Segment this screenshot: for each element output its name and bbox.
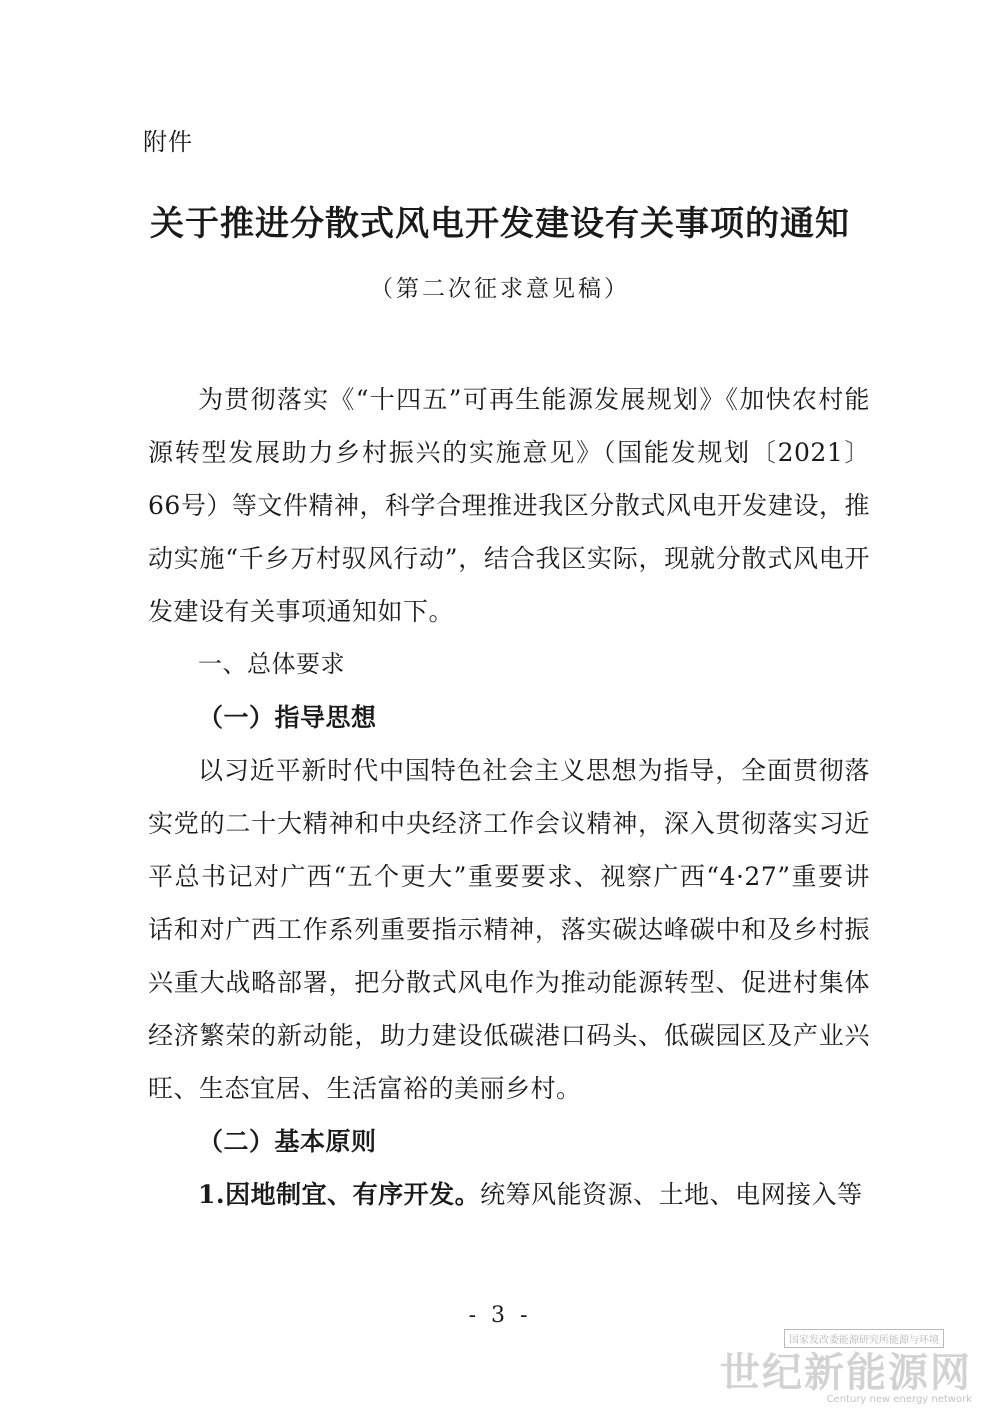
watermark-logo (720, 1328, 972, 1405)
principle-paragraph (148, 1168, 870, 1221)
watermark-brand: 世纪新能源网 (720, 1349, 972, 1396)
subsection-heading: （一）指导思想 (198, 703, 377, 732)
document-subtitle: （第二次征求意见稿） (370, 276, 630, 302)
watermark-brand-english: Century new energy network (826, 1394, 972, 1405)
guiding-ideology-paragraph: 以习近平新时代中国特色社会主义思想为指导，全面贯彻落实党的二十大精神和中央经济工作会议精神，深入贯彻落实习近平总书记对广西“五个更大”重要要求、视察广西“4·27”重要讲话和对广西工作系列重要指示精神，落实碳达峰碳中和及乡村振兴重大战略部署，把分散式风电作为推动能源转型、促进村集体经济繁荣的新动能，助力建设低碳港口码头、低碳园区及产业兴旺、生态宜居、生活富裕的美丽乡村。 (148, 756, 870, 1103)
principle-text: 统筹风能资源、土地、电网接入等 (480, 1180, 863, 1209)
intro-paragraph: 为贯彻落实《“十四五”可再生能源发展规划》《加快农村能源转型发展助力乡村振兴的实施意见》（国能发规划〔2021〕66号）等文件精神，科学合理推进我区分散式风电开发建设，推动实施“千乡万村驭风行动”，结合我区实际，现就分散式风电开发建设有关事项通知如下。 (148, 385, 870, 626)
principle-label: 1.因地制宜、有序开发。 (198, 1180, 481, 1209)
watermark-caption: 国家发改委能源研究所能源与环境 (784, 1329, 944, 1348)
subsection-heading: （二）基本原则 (198, 1127, 377, 1156)
attachment-label: 附件 (143, 128, 193, 156)
page-number: - 3 - (468, 1303, 532, 1328)
document-title: 关于推进分散式风电开发建设有关事项的通知 (150, 204, 850, 244)
section-heading: 一、总体要求 (198, 650, 345, 678)
document-body (148, 373, 870, 1221)
